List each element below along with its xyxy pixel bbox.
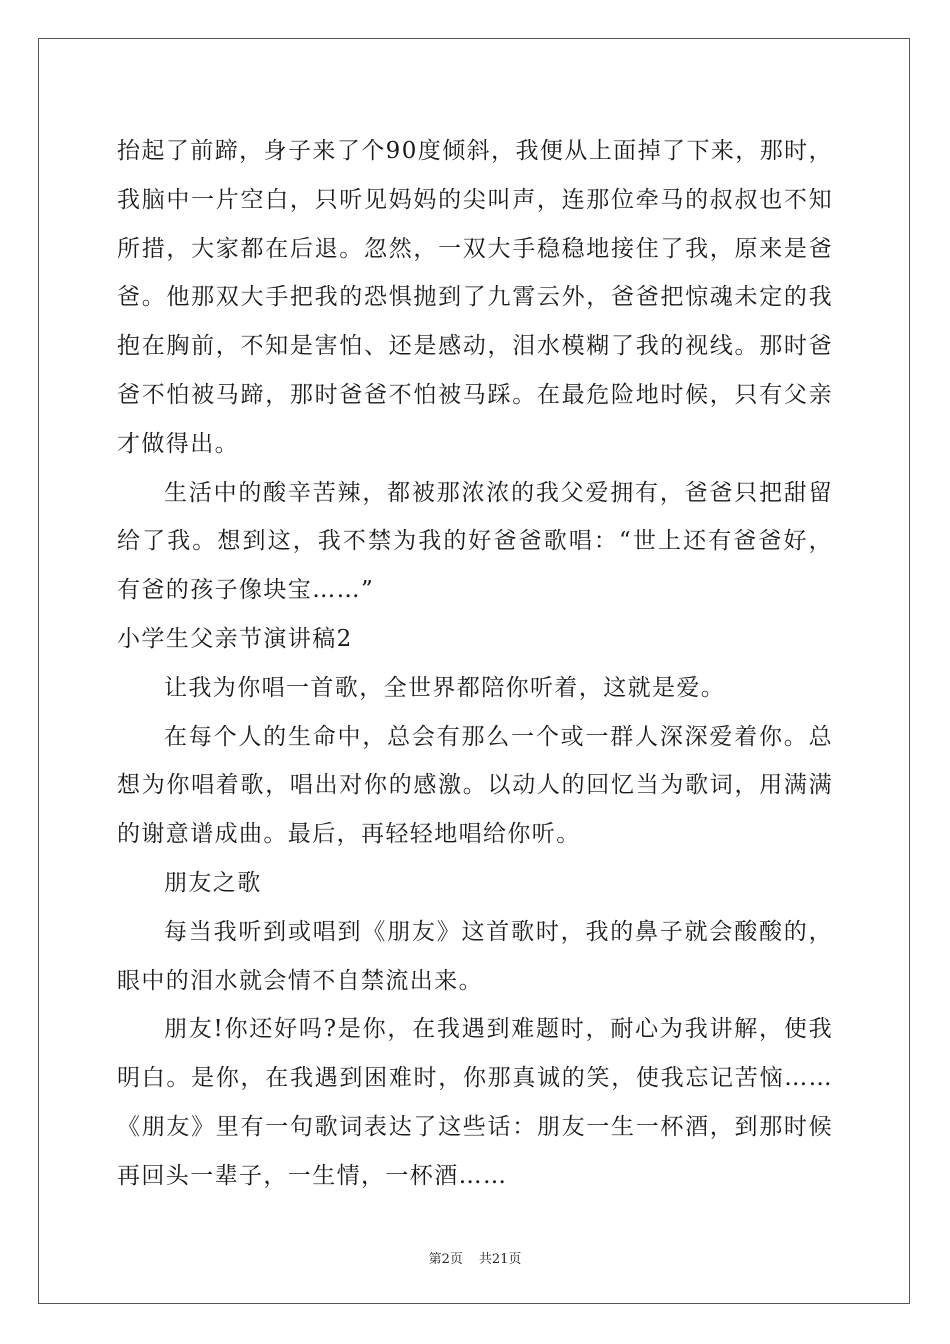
paragraph: 每当我听到或唱到《朋友》这首歌时，我的鼻子就会酸酸的，眼中的泪水就会情不自禁流出来。 xyxy=(117,918,833,994)
subheading: 朋友之歌 xyxy=(164,869,262,896)
page-footer xyxy=(0,1248,950,1267)
section-heading: 小学生父亲节演讲稿2 xyxy=(117,625,353,652)
page-number: 第2页 xyxy=(428,1252,463,1267)
page-total: 共21页 xyxy=(478,1252,522,1267)
paragraph: 抬起了前蹄，身子来了个90度倾斜，我便从上面掉了下来，那时，我脑中一片空白，只听见妈妈的尖叫声，连那位牵马的叔叔也不知所措，大家都在后退。忽然，一双大手稳稳地接住了我，原来是爸爸。他那双大手把我的恐惧抛到了九霄云外，爸爸把惊魂未定的我抱在胸前，不知是害怕、还是感动，泪水模糊了我的视线。那时爸爸不怕被马蹄，那时爸爸不怕被马踩。在最危险地时候，只有父亲才做得出。 xyxy=(117,138,833,457)
document-body xyxy=(117,127,833,1201)
paragraph: 在每个人的生命中，总会有那么一个或一群人深深爱着你。总想为你唱着歌，唱出对你的感激。以动人的回忆当为歌词，用满满的谢意谱成曲。最后，再轻轻地唱给你听。 xyxy=(117,723,833,848)
paragraph: 让我为你唱一首歌，全世界都陪你听着，这就是爱。 xyxy=(164,674,726,701)
paragraph: 朋友!你还好吗?是你，在我遇到难题时，耐心为我讲解，使我明白。是你，在我遇到困难时，你那真诚的笑，使我忘记苦恼……《朋友》里有一句歌词表达了这些话：朋友一生一杯酒，到那时候再回头一辈子，一生情，一杯酒…… xyxy=(117,1016,833,1189)
paragraph: 生活中的酸辛苦辣，都被那浓浓的我父爱拥有，爸爸只把甜留给了我。想到这，我不禁为我的好爸爸歌唱：“世上还有爸爸好，有爸的孩子像块宝……” xyxy=(117,479,833,604)
